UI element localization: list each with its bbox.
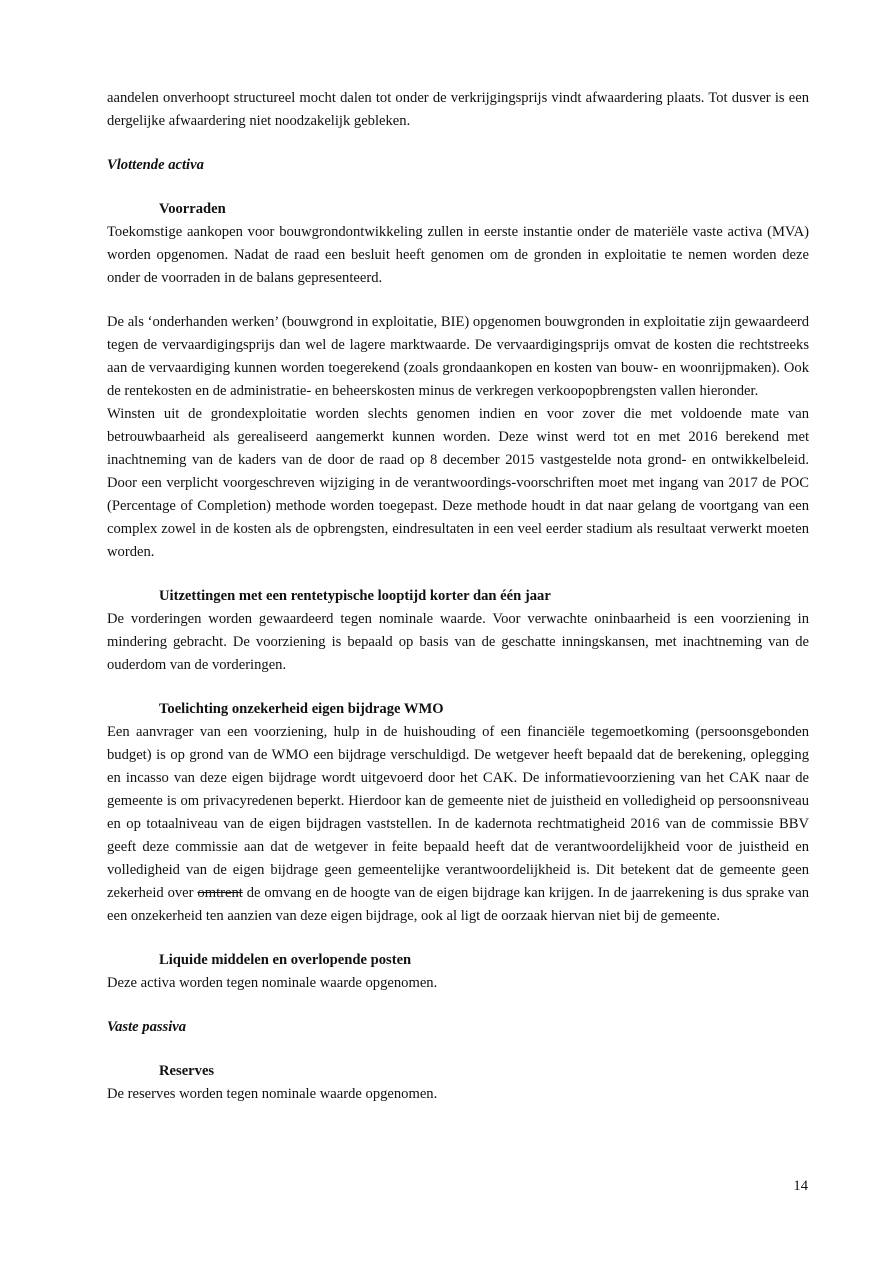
paragraph-reserves: De reserves worden tegen nominale waarde opgenomen. bbox=[107, 1086, 438, 1102]
section-heading-vaste-passiva: Vaste passiva bbox=[107, 1019, 187, 1035]
struck-word: omtrent bbox=[197, 885, 243, 901]
paragraph-liquide-middelen: Deze activa worden tegen nominale waarde opgenomen. bbox=[107, 975, 438, 991]
section-heading-vlottende-activa: Vlottende activa bbox=[107, 157, 204, 173]
paragraph-voorraden-3: Winsten uit de grondexploitatie worden slechts genomen indien en voor zover die met voldoende mate van betrouwbaarheid als gerealiseerd aangemerkt kunnen worden. Deze winst werd tot en met 2016 berekend met inachtneming van de kaders van de door de raad op 8 december 2015 vastgestelde nota grond- en ontwikkelbeleid. Door een verplicht voorgeschreven wijziging in de verantwoordings-voorschriften moet met ingang van 2017 de POC (Percentage of Completion) methode worden toegepast. Deze methode houdt in dat naar gelang de voortgang van een complex zowel in de kosten als de opbrengsten, eindresultaten in een veel eerder stadium als resultaat verwerkt moeten worden. bbox=[107, 406, 809, 560]
paragraph-wmo-part-a: Een aanvrager van een voorziening, hulp in de huishouding of een financiële tegemoetkoming (persoonsgebonden budget) is op grond van de WMO een bijdrage verschuldigd. De wetgever heeft bepaald dat de berekening, oplegging en incasso van deze eigen bijdrage wordt uitgevoerd door het CAK. De informatievoorziening van het CAK naar de gemeente is om privacyredenen beperkt. Hierdoor kan de gemeente niet de juistheid en volledigheid op persoonsniveau en op totaalniveau van de eigen bijdragen vaststellen. In de kadernota rechtmatigheid 2016 van de commissie BBV geeft deze commissie aan dat de wetgever in feite bepaald heeft dat de verantwoordelijkheid voor de juistheid en volledigheid van de eigen bijdrage geen gemeentelijke verantwoordelijkheid is. Dit betekent dat de gemeente geen zekerheid over bbox=[107, 724, 809, 901]
heading-uitzettingen: Uitzettingen met een rentetypische looptijd korter dan één jaar bbox=[159, 588, 551, 604]
heading-liquide-middelen: Liquide middelen en overlopende posten bbox=[159, 952, 412, 968]
heading-voorraden: Voorraden bbox=[159, 201, 226, 217]
paragraph-voorraden-1: Toekomstige aankopen voor bouwgrondontwikkeling zullen in eerste instantie onder de materiële vaste activa (MVA) worden opgenomen. Nadat de raad een besluit heeft genomen om de gronden in exploitatie te nemen worden deze onder de voorraden in de balans gepresenteerd. bbox=[107, 224, 809, 286]
paragraph-intro: aandelen onverhoopt structureel mocht dalen tot onder de verkrijgingsprijs vindt afwaardering plaats. Tot dusver is een dergelijke afwaardering niet noodzakelijk gebleken. bbox=[107, 90, 809, 129]
heading-reserves: Reserves bbox=[159, 1063, 215, 1079]
document-body bbox=[107, 87, 809, 1106]
heading-wmo: Toelichting onzekerheid eigen bijdrage WMO bbox=[159, 701, 444, 717]
paragraph-voorraden-2: De als ‘onderhanden werken’ (bouwgrond in exploitatie, BIE) opgenomen bouwgronden in exploitatie zijn gewaardeerd tegen de vervaardigingsprijs dan wel de lagere marktwaarde. De vervaardigingsprijs omvat de kosten die rechtstreeks aan de vervaardiging kunnen worden toegerekend (zoals grondaankopen en kosten van bouw- en woonrijpmaken). Ook de rentekosten en de administratie- en beheerskosten minus de verkregen verkoopopbrengsten vallen hieronder. bbox=[107, 314, 809, 399]
paragraph-wmo bbox=[107, 721, 809, 928]
paragraph-wmo-part-b: de omvang en de hoogte van de eigen bijdrage kan krijgen. In de jaarrekening is dus sprake van een onzekerheid ten aanzien van deze eigen bijdrage, ook al ligt de oorzaak hiervan niet bij de gemeente. bbox=[107, 885, 810, 924]
page-number: 14 bbox=[793, 1178, 808, 1194]
paragraph-uitzettingen: De vorderingen worden gewaardeerd tegen nominale waarde. Voor verwachte oninbaarheid is een voorziening in mindering gebracht. De voorziening is bepaald op basis van de geschatte inningskansen, met inachtneming van de ouderdom van de vorderingen. bbox=[107, 611, 809, 673]
